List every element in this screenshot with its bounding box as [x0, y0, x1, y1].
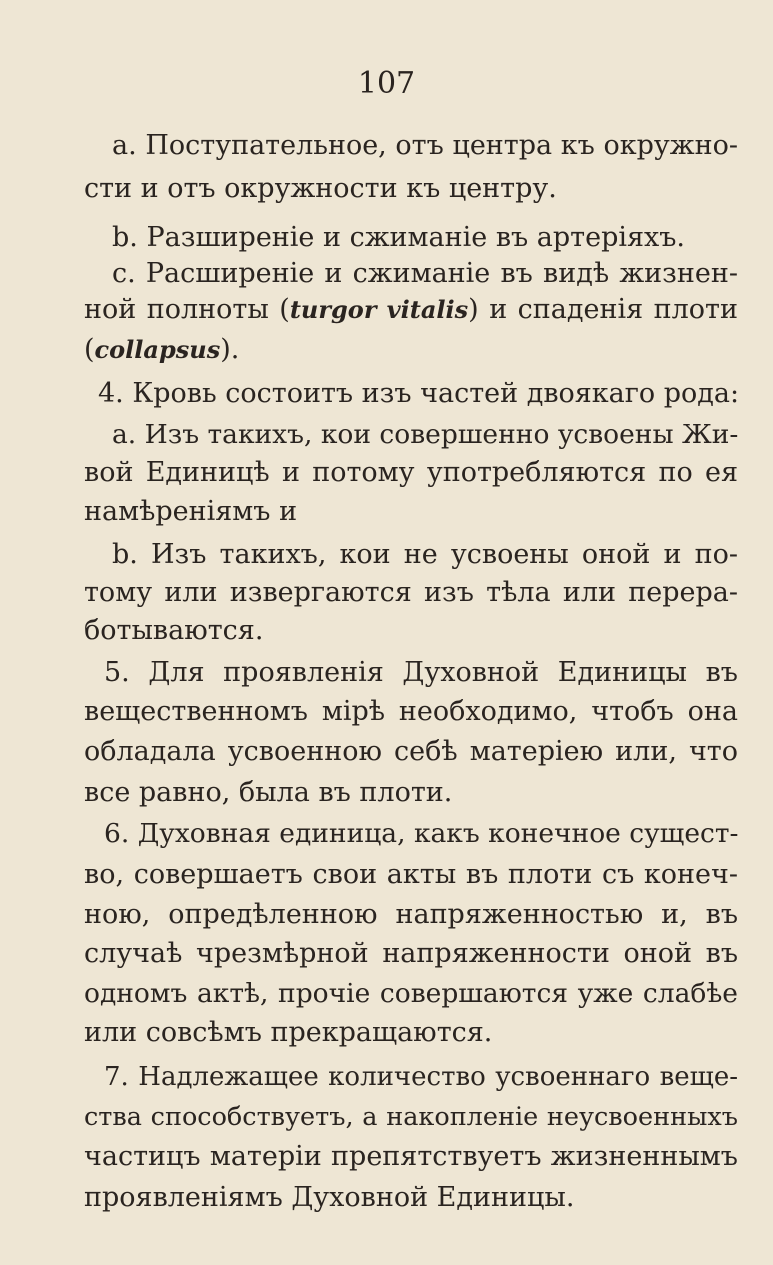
- text-line: тому или извергаются изъ тѣла или перера-: [84, 577, 738, 608]
- latin-term: turgor vitalis: [289, 295, 469, 324]
- text-line: a. Изъ такихъ, кои совершенно усвоены Жи-: [112, 419, 739, 450]
- text-line: или совсѣмъ прекращаются.: [84, 1017, 493, 1048]
- text-line: b. Разширеніе и сжиманіе въ артеріяхъ.: [112, 222, 686, 253]
- text-line: проявленіямъ Духовной Единицы.: [84, 1182, 575, 1213]
- text-line: ства способствуетъ, а накопленіе неусвоенныхъ: [84, 1102, 738, 1132]
- text-line: ботываются.: [84, 615, 264, 646]
- text-line: 6. Духовная единица, какъ конечное сущест-: [104, 818, 739, 849]
- text-line: частицъ матеріи препятствуетъ жизненнымъ: [84, 1141, 738, 1172]
- text-line: 7. Надлежащее количество усвоеннаго веще-: [104, 1062, 738, 1092]
- text-line: [84, 292, 738, 328]
- text-line: a. Поступательное, отъ центра къ окружно-: [112, 130, 738, 161]
- text-line: обладала усвоенною себѣ матеріею или, что: [84, 736, 738, 767]
- page-number: 107: [357, 66, 416, 101]
- text-span: ной полноты (: [84, 294, 290, 325]
- latin-term: collapsus: [94, 335, 221, 364]
- text-line: 5. Для проявленія Духовной Единицы въ: [104, 657, 738, 688]
- text-line: 4. Кровь состоитъ изъ частей двоякаго рода:: [98, 378, 740, 409]
- text-line: вой Единицѣ и потому употребляются по ея: [84, 457, 738, 488]
- text-span: (: [84, 334, 95, 365]
- text-line: ною, опредѣленною напряженностью и, въ: [84, 899, 738, 930]
- text-span: ).: [220, 334, 240, 365]
- text-span: ) и спаденія плоти: [468, 294, 738, 325]
- text-line: во, совершаетъ свои акты въ плоти съ конеч-: [84, 859, 738, 890]
- text-line: случаѣ чрезмѣрной напряженности оной въ: [84, 938, 738, 969]
- text-line: намѣреніямъ и: [84, 496, 298, 527]
- text-line: сти и отъ окружности къ центру.: [84, 173, 557, 204]
- text-line: c. Расширеніе и сжиманіе въ видѣ жизнен-: [112, 258, 738, 289]
- text-line: все равно, была въ плоти.: [84, 777, 453, 808]
- text-line: b. Изъ такихъ, кои не усвоены оной и по-: [112, 539, 738, 570]
- text-line: вещественномъ мірѣ необходимо, чтобъ она: [84, 696, 738, 727]
- text-line: [84, 332, 738, 368]
- text-line: одномъ актѣ, прочіе совершаются уже слабѣе: [84, 978, 738, 1009]
